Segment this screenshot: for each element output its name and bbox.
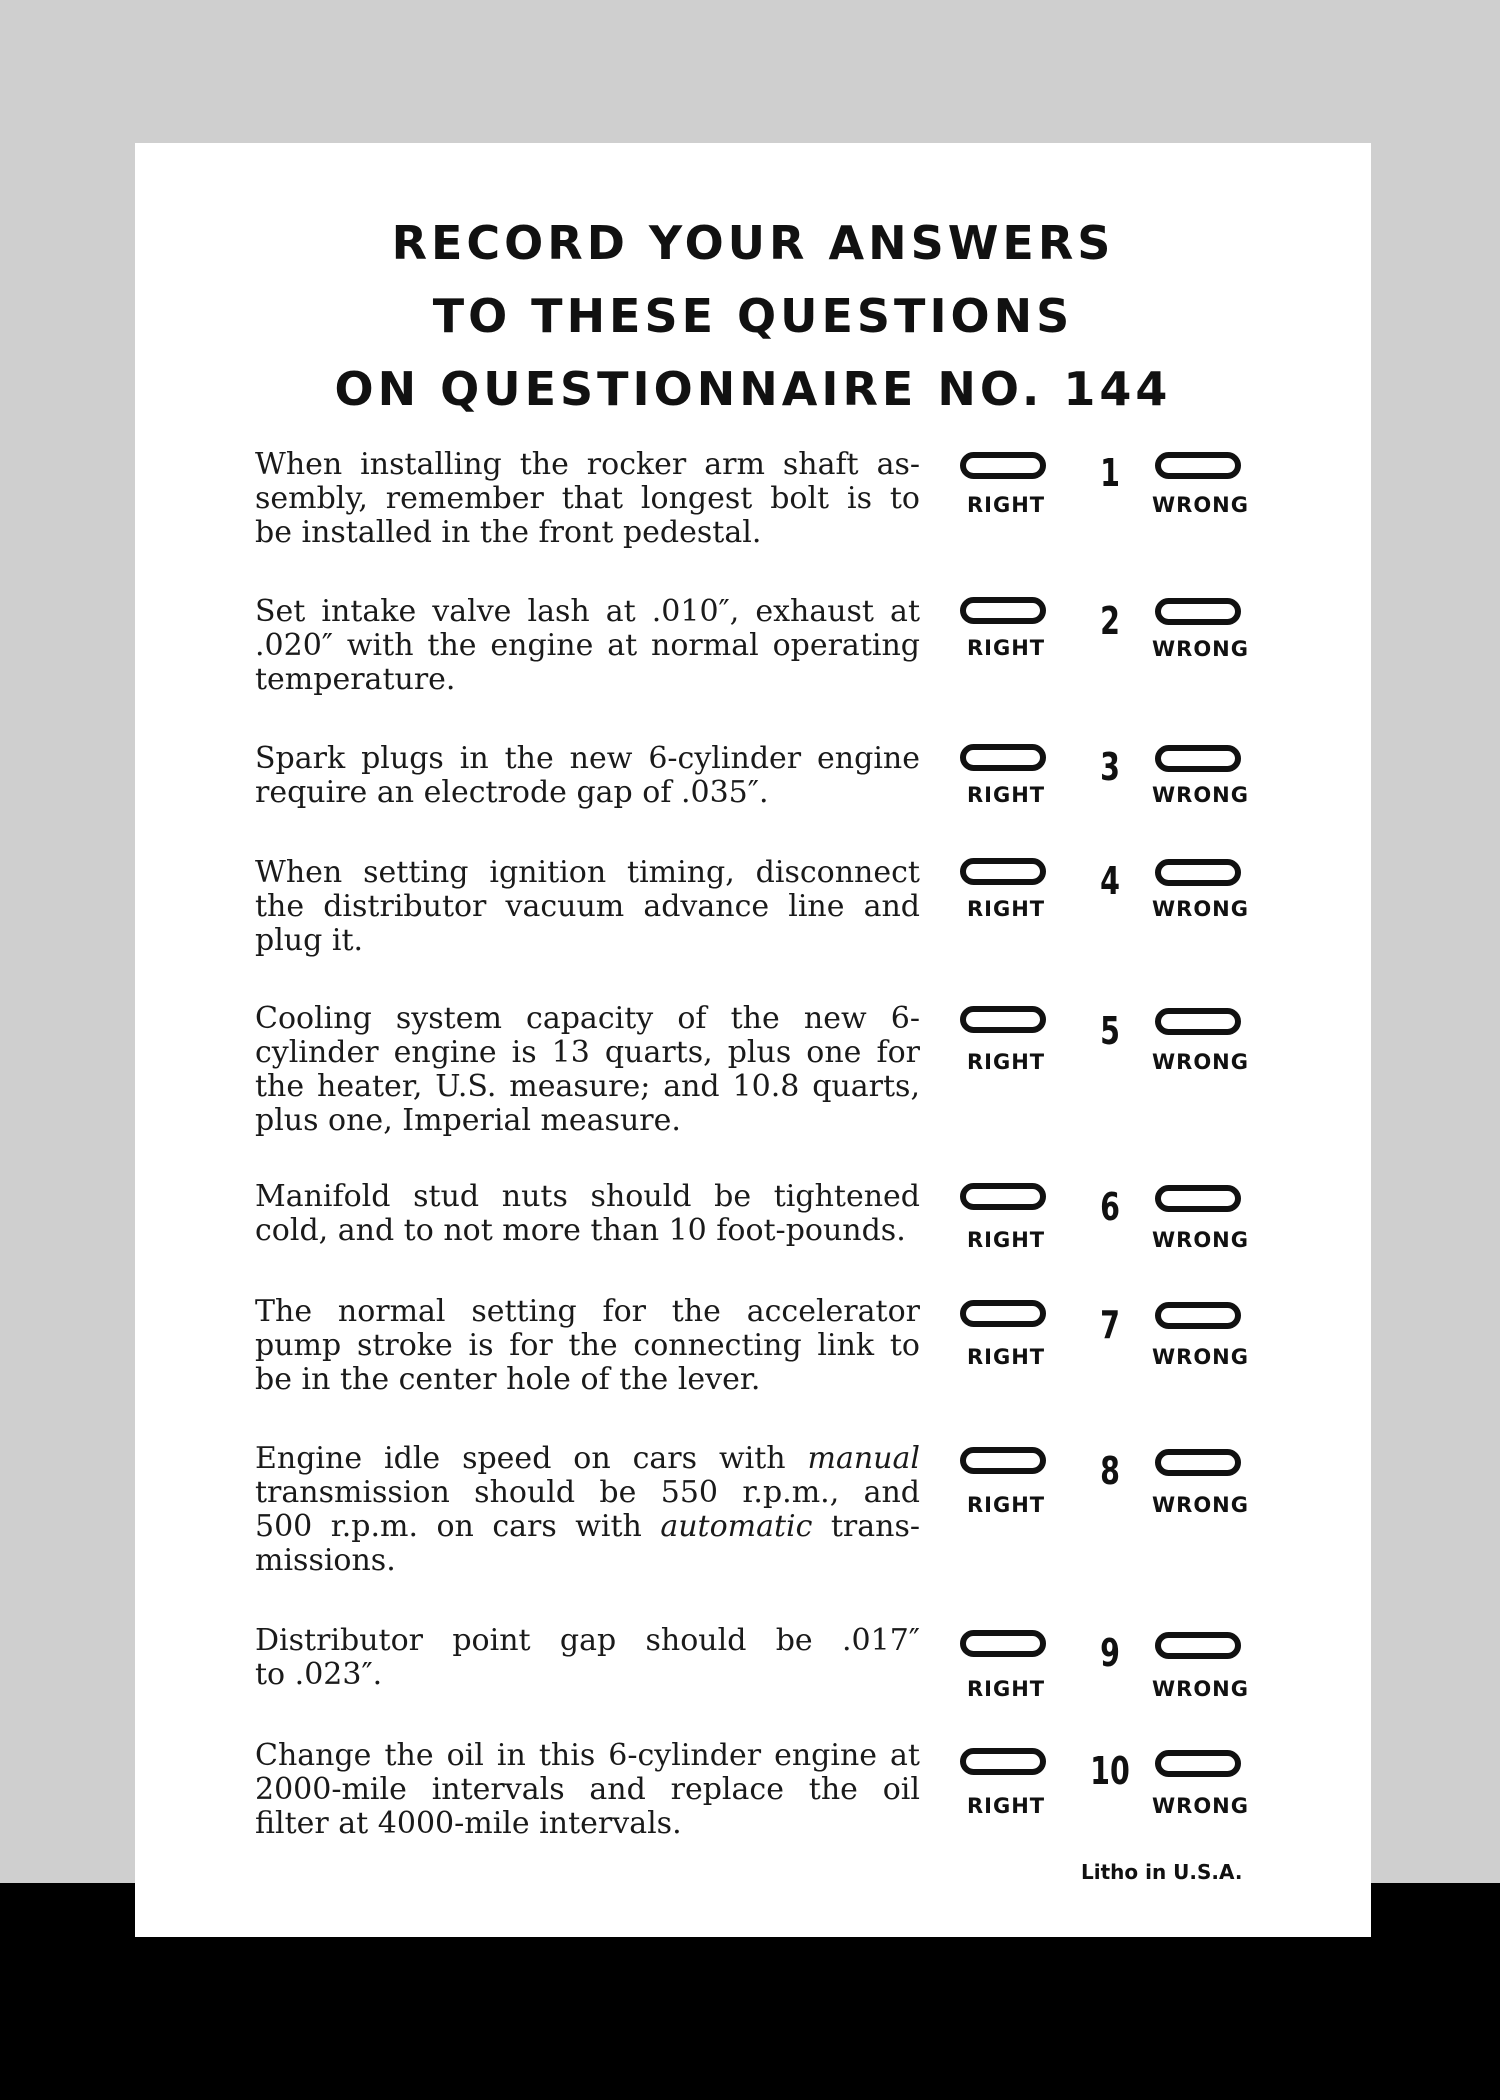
- question-10-wrong-label: WRONG: [1152, 1794, 1249, 1818]
- question-9-right-bubble[interactable]: [960, 1630, 1046, 1657]
- litho-footer: Litho in U.S.A.: [1081, 1860, 1243, 1884]
- questionnaire-card: [135, 143, 1371, 1937]
- question-line: When installing the rocker arm shaft as-: [255, 447, 920, 482]
- title-line-1: RECORD YOUR ANSWERS: [391, 216, 1115, 270]
- question-2-wrong-label: WRONG: [1152, 637, 1249, 661]
- question-4-number: 4: [1100, 859, 1120, 903]
- question-line: cylinder engine is 13 quarts, plus one for: [255, 1035, 920, 1070]
- question-10-right-label: RIGHT: [967, 1794, 1046, 1818]
- question-7-number: 7: [1100, 1303, 1120, 1347]
- question-6-right-bubble[interactable]: [960, 1183, 1046, 1210]
- question-line: pump stroke is for the connecting link to: [255, 1328, 920, 1363]
- question-3-right-label: RIGHT: [967, 783, 1046, 807]
- question-7-wrong-bubble[interactable]: [1155, 1302, 1241, 1329]
- question-4-right-label: RIGHT: [967, 897, 1046, 921]
- question-line: the heater, U.S. measure; and 10.8 quarts,: [255, 1069, 920, 1104]
- question-3-text: [255, 742, 920, 810]
- question-10-number: 10: [1090, 1749, 1130, 1793]
- question-9-wrong-label: WRONG: [1152, 1677, 1249, 1701]
- question-line: be installed in the front pedestal.: [255, 515, 762, 550]
- question-8-wrong-label: WRONG: [1152, 1493, 1249, 1517]
- question-8-number: 8: [1100, 1449, 1120, 1493]
- question-10-wrong-bubble[interactable]: [1155, 1750, 1241, 1777]
- question-line: to .023″.: [255, 1657, 383, 1692]
- question-1-right-label: RIGHT: [967, 493, 1046, 517]
- question-4-text: [255, 856, 920, 958]
- question-10-right-bubble[interactable]: [960, 1748, 1046, 1775]
- question-4-wrong-label: WRONG: [1152, 897, 1249, 921]
- question-2-right-label: RIGHT: [967, 636, 1046, 660]
- question-line: Spark plugs in the new 6-cylinder engine: [255, 741, 920, 776]
- question-10-text: [255, 1739, 920, 1841]
- question-1-wrong-label: WRONG: [1152, 493, 1249, 517]
- question-9-wrong-bubble[interactable]: [1155, 1632, 1241, 1659]
- question-line: 500 r.p.m. on cars with automatic trans-: [255, 1509, 921, 1544]
- question-line: temperature.: [255, 662, 456, 697]
- question-line: require an electrode gap of .035″.: [255, 775, 769, 810]
- question-2-wrong-bubble[interactable]: [1155, 598, 1241, 625]
- question-line: missions.: [255, 1543, 396, 1578]
- question-2-right-bubble[interactable]: [960, 597, 1046, 624]
- question-7-wrong-label: WRONG: [1152, 1345, 1249, 1369]
- question-line: Engine idle speed on cars with manual: [255, 1441, 920, 1476]
- question-3-wrong-label: WRONG: [1152, 783, 1249, 807]
- question-line: plus one, Imperial measure.: [255, 1103, 681, 1138]
- question-3-wrong-bubble[interactable]: [1155, 745, 1241, 772]
- emphasis-manual: manual: [807, 1441, 920, 1476]
- question-6-text: [255, 1180, 920, 1248]
- question-line: Distributor point gap should be .017″: [255, 1623, 920, 1658]
- question-1-text: [255, 448, 920, 550]
- page-title: [135, 207, 1371, 426]
- emphasis-automatic: automatic: [660, 1509, 813, 1544]
- question-line: sembly, remember that longest bolt is to: [255, 481, 920, 516]
- question-6-right-label: RIGHT: [967, 1228, 1046, 1252]
- question-6-wrong-label: WRONG: [1152, 1228, 1249, 1252]
- question-5-number: 5: [1100, 1009, 1120, 1053]
- question-7-text: [255, 1295, 920, 1397]
- question-4-right-bubble[interactable]: [960, 858, 1046, 885]
- question-6-number: 6: [1100, 1185, 1120, 1229]
- question-line: the distributor vacuum advance line and: [255, 889, 920, 924]
- question-9-right-label: RIGHT: [967, 1677, 1046, 1701]
- question-5-right-bubble[interactable]: [960, 1006, 1046, 1033]
- question-1-wrong-bubble[interactable]: [1155, 452, 1241, 479]
- question-line: Change the oil in this 6-cylinder engine at: [255, 1738, 920, 1773]
- question-8-right-bubble[interactable]: [960, 1447, 1046, 1474]
- question-5-text: [255, 1002, 920, 1138]
- question-line: .020″ with the engine at normal operating: [255, 628, 920, 663]
- question-5-wrong-bubble[interactable]: [1155, 1008, 1241, 1035]
- question-8-right-label: RIGHT: [967, 1493, 1046, 1517]
- question-line: Manifold stud nuts should be tightened: [255, 1179, 920, 1214]
- question-line: Set intake valve lash at .010″, exhaust at: [255, 594, 920, 629]
- question-line: filter at 4000-mile intervals.: [255, 1806, 682, 1841]
- question-line: When setting ignition timing, disconnect: [255, 855, 920, 890]
- title-line-3: ON QUESTIONNAIRE NO. 144: [334, 362, 1172, 416]
- question-7-right-bubble[interactable]: [960, 1300, 1046, 1327]
- question-2-text: [255, 595, 920, 697]
- question-line: The normal setting for the accelerator: [255, 1294, 920, 1329]
- question-line: be in the center hole of the lever.: [255, 1362, 761, 1397]
- question-line: plug it.: [255, 923, 364, 958]
- question-5-right-label: RIGHT: [967, 1050, 1046, 1074]
- question-line: cold, and to not more than 10 foot-pounds.: [255, 1213, 906, 1248]
- question-1-right-bubble[interactable]: [960, 452, 1046, 479]
- question-5-wrong-label: WRONG: [1152, 1050, 1249, 1074]
- title-line-2: TO THESE QUESTIONS: [432, 289, 1074, 343]
- question-4-wrong-bubble[interactable]: [1155, 859, 1241, 886]
- question-8-text: [255, 1442, 920, 1578]
- question-line: transmission should be 550 r.p.m., and: [255, 1475, 920, 1510]
- question-7-right-label: RIGHT: [967, 1345, 1046, 1369]
- question-8-wrong-bubble[interactable]: [1155, 1449, 1241, 1476]
- question-3-right-bubble[interactable]: [960, 744, 1046, 771]
- question-3-number: 3: [1100, 745, 1120, 789]
- question-2-number: 2: [1100, 599, 1120, 643]
- question-1-number: 1: [1100, 451, 1120, 495]
- question-line: 2000-mile intervals and replace the oil: [255, 1772, 920, 1807]
- question-9-text: [255, 1624, 920, 1692]
- question-line: Cooling system capacity of the new 6-: [255, 1001, 920, 1036]
- question-6-wrong-bubble[interactable]: [1155, 1185, 1241, 1212]
- question-9-number: 9: [1100, 1631, 1120, 1675]
